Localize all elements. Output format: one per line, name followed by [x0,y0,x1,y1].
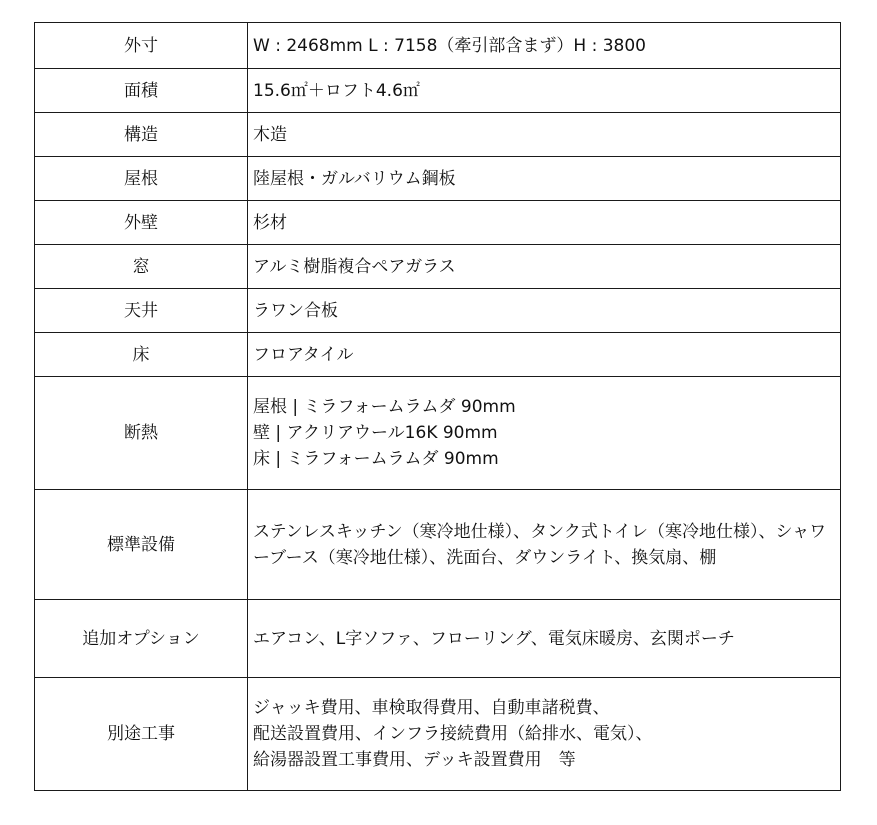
row-label: 面積 [35,69,248,113]
row-value: 屋根 | ミラフォームラムダ 90mm 壁 | アクリアウール16K 90mm 床 | ミラフォームラムダ 90mm [248,377,841,490]
row-value: 杉材 [248,201,841,245]
table-row [35,377,841,490]
row-label: 窓 [35,245,248,289]
table-row [35,201,841,245]
table-row [35,289,841,333]
row-label: 外寸 [35,23,248,69]
row-label: 外壁 [35,201,248,245]
row-label: 床 [35,333,248,377]
table-row [35,69,841,113]
row-value: ステンレスキッチン（寒冷地仕様）、タンク式トイレ（寒冷地仕様）、シャワーブース（寒冷地仕様）、洗面台、ダウンライト、換気扇、棚 [248,490,841,600]
row-label: 追加オプション [35,600,248,678]
row-value: W : 2468mm L : 7158（牽引部含まず）H : 3800 [248,23,841,69]
row-label: 屋根 [35,157,248,201]
row-value: ラワン合板 [248,289,841,333]
row-value: アルミ樹脂複合ペアガラス [248,245,841,289]
row-label: 天井 [35,289,248,333]
spec-table [34,22,841,791]
row-label: 断熱 [35,377,248,490]
table-row [35,600,841,678]
table-row [35,245,841,289]
table-row [35,490,841,600]
table-row [35,113,841,157]
table-row [35,23,841,69]
table-row [35,157,841,201]
row-value: 木造 [248,113,841,157]
row-label: 構造 [35,113,248,157]
row-value: 陸屋根・ガルバリウム鋼板 [248,157,841,201]
row-value: ジャッキ費用、車検取得費用、自動車諸税費、 配送設置費用、インフラ接続費用（給排水、電気）、 給湯器設置工事費用、デッキ設置費用 等 [248,678,841,791]
row-value: 15.6㎡＋ロフト4.6㎡ [248,69,841,113]
row-value: フロアタイル [248,333,841,377]
row-value: エアコン、L字ソファ、フローリング、電気床暖房、玄関ポーチ [248,600,841,678]
row-label: 標準設備 [35,490,248,600]
row-label: 別途工事 [35,678,248,791]
table-row [35,333,841,377]
table-row [35,678,841,791]
